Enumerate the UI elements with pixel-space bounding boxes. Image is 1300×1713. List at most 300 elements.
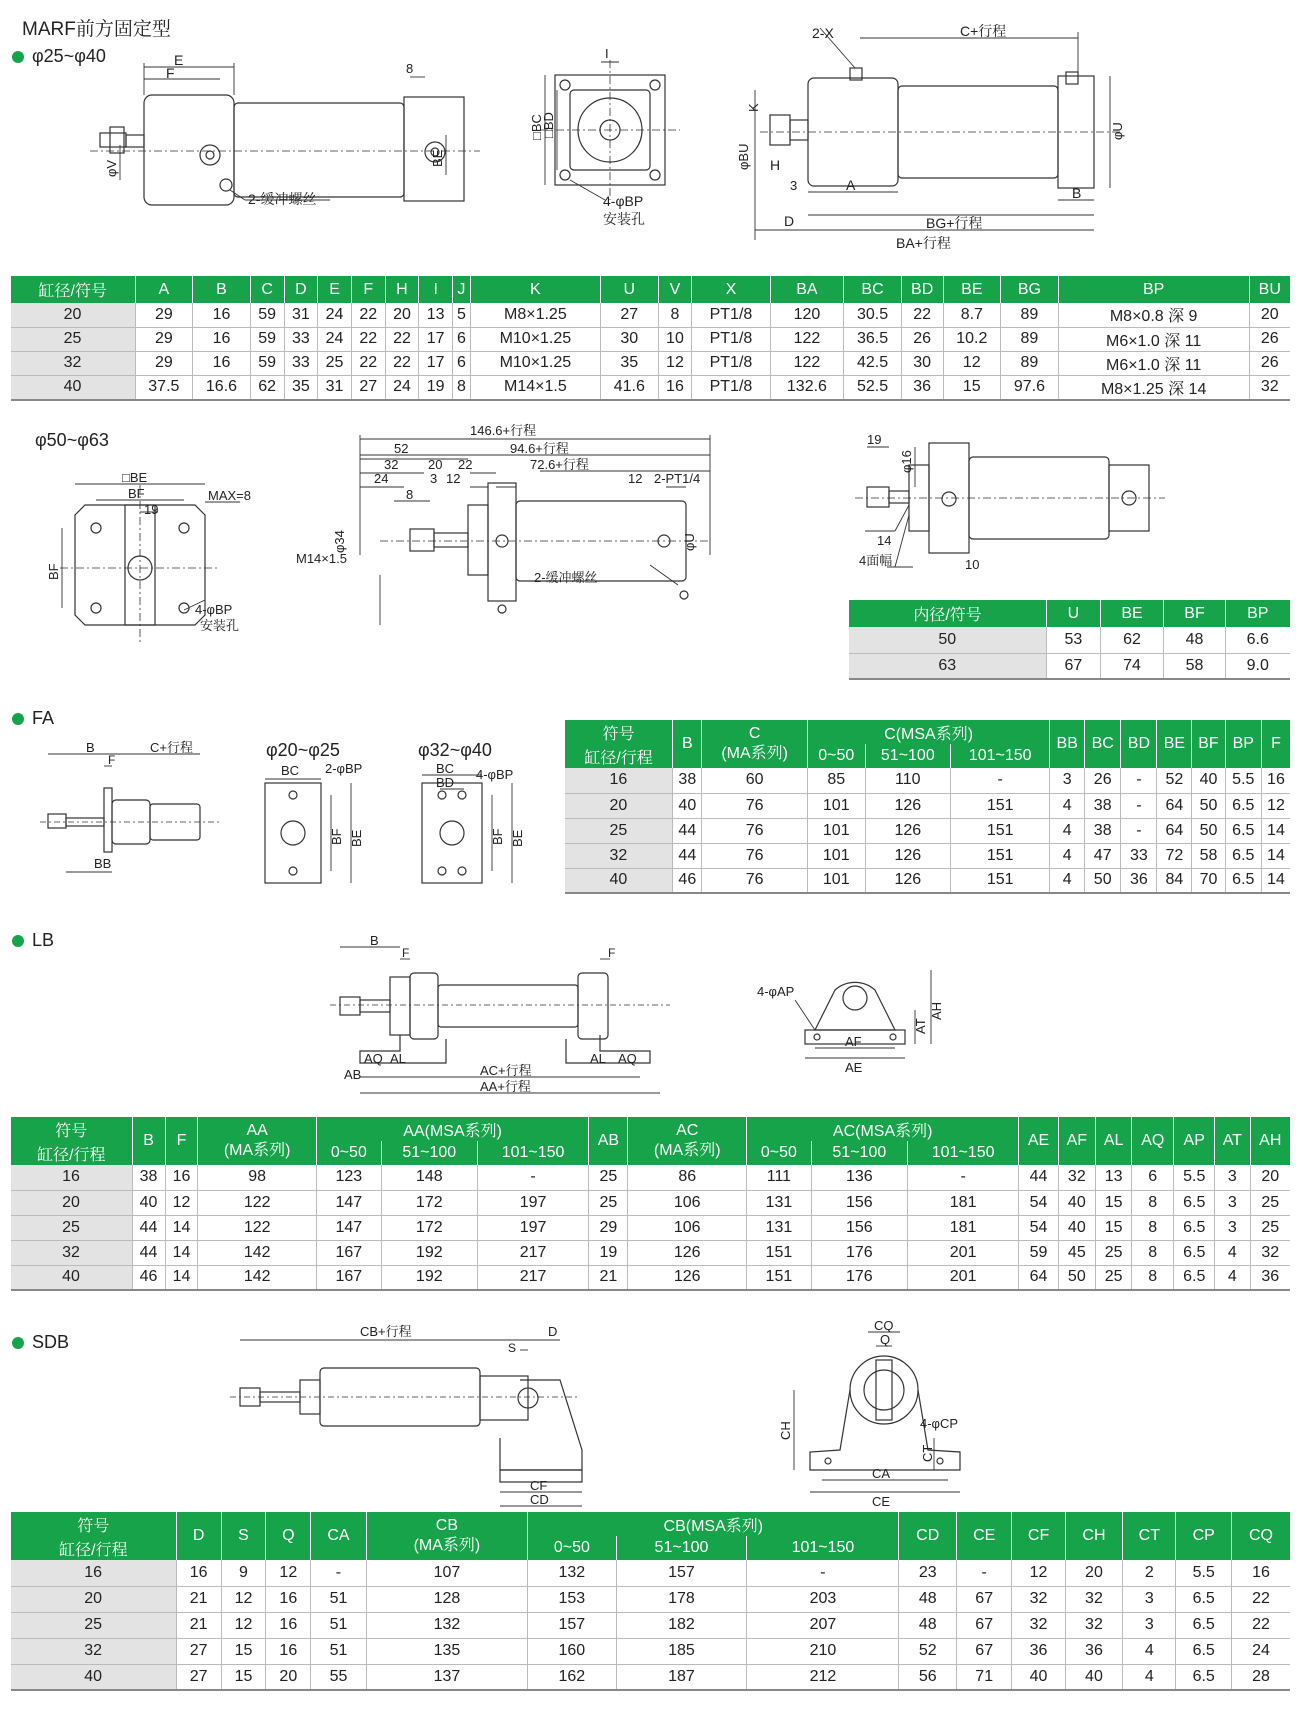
table-cell: 181 xyxy=(907,1190,1019,1215)
table-cell: 126 xyxy=(865,868,950,893)
table-cell: 185 xyxy=(616,1638,747,1664)
svg-text:□BE: □BE xyxy=(122,470,148,485)
table-cell: 22 xyxy=(901,303,943,327)
svg-text:19: 19 xyxy=(867,432,882,447)
table-header-cell: BD xyxy=(1121,720,1157,768)
table-cell: M10×1.25 xyxy=(470,327,600,351)
table-cell: 6 xyxy=(453,351,471,375)
svg-text:8: 8 xyxy=(406,487,414,502)
max8-label: MAX=8 xyxy=(208,488,251,503)
table-row xyxy=(11,1240,1291,1265)
table-cell: 59 xyxy=(250,327,284,351)
table-header-cell: CH xyxy=(1065,1512,1123,1560)
table-cell: 97.6 xyxy=(1001,375,1059,400)
table-cell: 201 xyxy=(907,1240,1019,1265)
svg-text:22: 22 xyxy=(458,457,473,472)
table-cell: - xyxy=(1121,793,1157,818)
table-row xyxy=(565,868,1291,893)
table-cell: 16 xyxy=(11,1165,133,1190)
table-row xyxy=(11,1638,1291,1664)
table-header-cell: BP xyxy=(1058,276,1249,303)
table-cell: 16 xyxy=(1261,768,1290,793)
svg-text:BF: BF xyxy=(490,828,505,845)
table-cell: 101 xyxy=(807,793,865,818)
table-cell: 126 xyxy=(628,1240,746,1265)
table-cell: 12 xyxy=(266,1560,311,1586)
table-cell: 6.5 xyxy=(1225,818,1261,843)
bullet-icon xyxy=(12,713,24,725)
table-cell: 52 xyxy=(1157,768,1192,793)
section-label: LB xyxy=(32,930,55,950)
table-cell: 44 xyxy=(1019,1165,1058,1190)
svg-text:φU: φU xyxy=(1110,122,1125,140)
table-cell: 15 xyxy=(221,1638,266,1664)
table-cell: 67 xyxy=(956,1612,1011,1638)
table-cell: 207 xyxy=(747,1612,899,1638)
table-cell: 40 xyxy=(1192,768,1225,793)
table-header-cell: Q xyxy=(266,1512,311,1560)
table-cell: 45 xyxy=(1058,1240,1096,1265)
table-header-cell: S xyxy=(221,1512,266,1560)
table-cell: 132 xyxy=(366,1612,527,1638)
table-header-cell: 101~150 xyxy=(907,1141,1019,1165)
table-cell: 151 xyxy=(746,1265,811,1290)
table-cell: 101 xyxy=(807,818,865,843)
table-cell: 32 xyxy=(1250,1240,1290,1265)
svg-text:CH: CH xyxy=(778,1421,793,1440)
table-cell: 62 xyxy=(1100,627,1164,653)
table-cell: - xyxy=(956,1560,1011,1586)
table-header-cell: BE xyxy=(1100,600,1164,627)
svg-text:F: F xyxy=(402,946,410,960)
table-cell: 20 xyxy=(1065,1560,1123,1586)
table-cell: 123 xyxy=(316,1165,381,1190)
table-cell: 20 xyxy=(11,1586,177,1612)
table-cell: 32 xyxy=(1249,375,1290,400)
table-cell: 8 xyxy=(1132,1240,1174,1265)
lb-bracket-diagram xyxy=(755,960,955,1080)
table-cell: 98 xyxy=(198,1165,316,1190)
table-cell: 22 xyxy=(385,327,419,351)
table-cell: 60 xyxy=(702,768,807,793)
table-cell: 14 xyxy=(1261,868,1290,893)
table-cell: 6.5 xyxy=(1174,1190,1215,1215)
table-header-cell: E xyxy=(318,276,352,303)
table-header-cell: F xyxy=(165,1117,198,1165)
table-cell: 15 xyxy=(943,375,1001,400)
table-cell: 4 xyxy=(1123,1638,1176,1664)
svg-text:AB: AB xyxy=(344,1067,362,1082)
table-cell: - xyxy=(1121,818,1157,843)
table-cell: 86 xyxy=(628,1165,746,1190)
table-cell: 136 xyxy=(811,1165,907,1190)
table-cell: 151 xyxy=(951,843,1050,868)
table-cell: 53 xyxy=(1047,627,1101,653)
svg-text:F: F xyxy=(108,753,116,767)
table-header-cell: AC (MA系列) xyxy=(628,1117,746,1165)
table-cell: 16 xyxy=(11,1560,177,1586)
svg-text:AE: AE xyxy=(845,1060,863,1075)
table-cell: 72 xyxy=(1157,843,1192,868)
table-cell: 25 xyxy=(565,818,673,843)
lb-side-diagram xyxy=(330,925,680,1095)
table-cell: 6.5 xyxy=(1174,1265,1215,1290)
table-cell: 8 xyxy=(453,375,471,400)
section-label: FA xyxy=(32,708,55,728)
table-header-cell: 符号 xyxy=(11,1512,177,1536)
table-header-cell: U xyxy=(600,276,658,303)
table-cell: 23 xyxy=(899,1560,957,1586)
svg-text:3: 3 xyxy=(430,471,438,486)
table-header-cell: 缸径/行程 xyxy=(11,1141,133,1165)
table-cell: 101 xyxy=(807,868,865,893)
table-cell: 58 xyxy=(1192,843,1225,868)
marf-large-side-diagram xyxy=(296,423,740,645)
table-cell: 126 xyxy=(865,793,950,818)
svg-text:S: S xyxy=(508,1341,517,1355)
phi34-label: φ34 xyxy=(332,530,347,553)
table-cell: 52 xyxy=(899,1638,957,1664)
table-cell: 25 xyxy=(1250,1190,1290,1215)
table-header-cell: CD xyxy=(899,1512,957,1560)
table-cell: 50 xyxy=(1192,793,1225,818)
table-cell: - xyxy=(747,1560,899,1586)
table-cell: 137 xyxy=(366,1664,527,1690)
table-cell: 55 xyxy=(311,1664,366,1690)
table-header-cell: AQ xyxy=(1132,1117,1174,1165)
table-cell: 19 xyxy=(419,375,453,400)
table-header-cell: BP xyxy=(1225,720,1261,768)
table-cell: 27 xyxy=(176,1664,221,1690)
table-cell: 35 xyxy=(600,351,658,375)
table-header-cell: AB xyxy=(589,1117,628,1165)
cb-stroke-label: CB+行程 xyxy=(360,1324,412,1339)
table-cell: 29 xyxy=(135,327,193,351)
table-cell: 50 xyxy=(1058,1265,1096,1290)
svg-text:3: 3 xyxy=(790,178,798,193)
cp4-label: 4-φCP xyxy=(920,1416,959,1431)
table-cell: 172 xyxy=(381,1190,477,1215)
table-cell: - xyxy=(907,1165,1019,1190)
table-cell: 14 xyxy=(1261,843,1290,868)
table-header-cell: BA xyxy=(770,276,844,303)
table-cell: 32 xyxy=(1012,1586,1065,1612)
table-header-cell: CA xyxy=(311,1512,366,1560)
table-cell: 36 xyxy=(1250,1265,1290,1290)
svg-text:14: 14 xyxy=(877,533,892,548)
table-cell: 10.2 xyxy=(943,327,1001,351)
table-cell: 22 xyxy=(385,351,419,375)
table-cell: 156 xyxy=(811,1215,907,1240)
table-cell: 48 xyxy=(1164,627,1225,653)
table-cell: 48 xyxy=(899,1586,957,1612)
table-header-cell: BU xyxy=(1249,276,1290,303)
table-cell: 128 xyxy=(366,1586,527,1612)
table-cell: 5.5 xyxy=(1225,768,1261,793)
table-cell: 6.5 xyxy=(1225,843,1261,868)
svg-text:E: E xyxy=(174,52,184,68)
table-cell: 59 xyxy=(1019,1240,1058,1265)
table-cell: 41.6 xyxy=(600,375,658,400)
stroke94-label: 94.6+行程 xyxy=(510,441,569,456)
svg-text:AL: AL xyxy=(590,1051,606,1066)
table-cell: 44 xyxy=(673,843,702,868)
marf-spec-table xyxy=(10,276,1290,401)
table-header-cell: 51~100 xyxy=(811,1141,907,1165)
table-cell: 67 xyxy=(1047,653,1101,679)
table-cell: 37.5 xyxy=(135,375,193,400)
bullet-icon xyxy=(12,51,24,63)
table-header-cell: CB (MA系列) xyxy=(366,1512,527,1560)
table-cell: 22 xyxy=(1231,1586,1290,1612)
table-cell: 56 xyxy=(899,1664,957,1690)
table-cell: 50 xyxy=(849,627,1047,653)
table-cell: 5.5 xyxy=(1176,1560,1231,1586)
svg-text:Q: Q xyxy=(880,1332,891,1347)
table-cell: 147 xyxy=(316,1215,381,1240)
table-cell: 50 xyxy=(1192,818,1225,843)
svg-text:AQ: AQ xyxy=(364,1051,383,1066)
table-cell: 122 xyxy=(770,327,844,351)
table-cell: 51 xyxy=(311,1612,366,1638)
pt14-label: 2-PT1/4 xyxy=(654,471,701,486)
table-cell: 6 xyxy=(453,327,471,351)
table-header-cell: 101~150 xyxy=(951,744,1050,768)
table-cell: 8 xyxy=(1132,1215,1174,1240)
table-cell: 12 xyxy=(658,351,692,375)
table-cell: 162 xyxy=(528,1664,616,1690)
table-header-cell: CT xyxy=(1123,1512,1176,1560)
svg-text:BE: BE xyxy=(510,829,525,847)
table-cell: 40 xyxy=(11,1265,133,1290)
table-cell: 120 xyxy=(770,303,844,327)
table-cell: - xyxy=(311,1560,366,1586)
table-cell: 8 xyxy=(1132,1265,1174,1290)
table-header-cell: 0~50 xyxy=(746,1141,811,1165)
table-header-cell: BF xyxy=(1192,720,1225,768)
marf-side-diagram xyxy=(80,52,500,230)
table-cell: 63 xyxy=(849,653,1047,679)
table-cell: 9.0 xyxy=(1225,653,1290,679)
table-cell: 38 xyxy=(1085,818,1121,843)
fa-large-flange-diagram xyxy=(412,761,552,895)
table-header-cell: C(MSA系列) xyxy=(807,720,1049,744)
svg-text:CD: CD xyxy=(530,1492,549,1507)
table-cell: 89 xyxy=(1001,351,1059,375)
table-header-cell: J xyxy=(453,276,471,303)
table-header-cell: AP xyxy=(1174,1117,1215,1165)
table-cell: 36 xyxy=(1121,868,1157,893)
table-cell: 8 xyxy=(658,303,692,327)
table-cell: 64 xyxy=(1157,793,1192,818)
table-cell: 4 xyxy=(1050,843,1085,868)
table-header-cell: C xyxy=(250,276,284,303)
table-cell: 132 xyxy=(528,1560,616,1586)
table-header-cell: 101~150 xyxy=(747,1536,899,1560)
table-cell: M8×1.25 xyxy=(470,303,600,327)
table-cell: 203 xyxy=(747,1586,899,1612)
svg-text:F: F xyxy=(166,65,175,81)
table-cell: 12 xyxy=(943,351,1001,375)
table-cell: - xyxy=(951,768,1050,793)
table-cell: 110 xyxy=(865,768,950,793)
table-cell: 197 xyxy=(477,1215,589,1240)
table-header-cell: CB(MSA系列) xyxy=(528,1512,899,1536)
table-header-cell: H xyxy=(385,276,419,303)
table-cell: 40 xyxy=(11,1664,177,1690)
table-header-cell: 0~50 xyxy=(316,1141,381,1165)
table-cell: 76 xyxy=(702,868,807,893)
table-cell: 59 xyxy=(250,303,284,327)
table-cell: 192 xyxy=(381,1265,477,1290)
table-cell: 22 xyxy=(351,351,385,375)
table-cell: 38 xyxy=(673,768,702,793)
table-cell: 131 xyxy=(746,1190,811,1215)
table-cell: 67 xyxy=(956,1586,1011,1612)
table-cell: 13 xyxy=(419,303,453,327)
table-cell: 30.5 xyxy=(844,303,902,327)
table-cell: 16 xyxy=(565,768,673,793)
table-cell: 64 xyxy=(1157,818,1192,843)
table-row xyxy=(11,1586,1291,1612)
table-cell: 32 xyxy=(565,843,673,868)
table-row xyxy=(11,1664,1291,1690)
table-header-cell: U xyxy=(1047,600,1101,627)
svg-text:52: 52 xyxy=(394,441,409,456)
table-cell: 40 xyxy=(1058,1190,1096,1215)
table-cell: 5 xyxy=(453,303,471,327)
table-cell: 40 xyxy=(11,375,136,400)
table-row xyxy=(11,1612,1291,1638)
table-cell: 6.5 xyxy=(1176,1638,1231,1664)
svg-text:AQ: AQ xyxy=(618,1051,637,1066)
table-header-cell: V xyxy=(658,276,692,303)
table-cell: 16 xyxy=(165,1165,198,1190)
flat4-label: 4面幅 xyxy=(859,553,893,568)
svg-text:19: 19 xyxy=(144,502,159,517)
table-cell: 20 xyxy=(1250,1165,1290,1190)
table-cell: 33 xyxy=(284,351,318,375)
table-cell: 20 xyxy=(565,793,673,818)
table-header-cell: C (MA系列) xyxy=(702,720,807,768)
table-cell: 31 xyxy=(284,303,318,327)
table-cell: 40 xyxy=(1012,1664,1065,1690)
svg-text:B: B xyxy=(370,933,379,948)
svg-text:BF: BF xyxy=(128,486,145,501)
svg-text:32: 32 xyxy=(384,457,399,472)
table-cell: 182 xyxy=(616,1612,747,1638)
table-header-cell: K xyxy=(470,276,600,303)
table-row xyxy=(849,653,1291,679)
table-cell: 32 xyxy=(11,351,136,375)
table-cell: 4 xyxy=(1050,868,1085,893)
table-cell: 59 xyxy=(250,351,284,375)
table-header-cell: BG xyxy=(1001,276,1059,303)
table-header-cell: X xyxy=(692,276,770,303)
table-row xyxy=(11,1190,1291,1215)
table-row xyxy=(565,818,1291,843)
table-cell: 151 xyxy=(951,818,1050,843)
table-cell: 32 xyxy=(11,1638,177,1664)
table-header-cell: BF xyxy=(1164,600,1225,627)
table-cell: 16 xyxy=(266,1586,311,1612)
svg-text:12: 12 xyxy=(628,471,643,486)
svg-text:K: K xyxy=(746,103,761,112)
table-cell: M8×0.8 深 9 xyxy=(1058,303,1249,327)
table-cell: 167 xyxy=(316,1265,381,1290)
table-cell: 16 xyxy=(176,1560,221,1586)
table-cell: 151 xyxy=(951,793,1050,818)
table-cell: 54 xyxy=(1019,1215,1058,1240)
table-cell: 3 xyxy=(1050,768,1085,793)
table-cell: 122 xyxy=(198,1190,316,1215)
table-cell: 9 xyxy=(221,1560,266,1586)
m14-label: M14×1.5 xyxy=(296,551,347,566)
table-cell: 64 xyxy=(1019,1265,1058,1290)
table-cell: 27 xyxy=(176,1638,221,1664)
table-cell: 2 xyxy=(1123,1560,1176,1586)
table-cell: 157 xyxy=(616,1560,747,1586)
table-cell: 15 xyxy=(1096,1215,1132,1240)
svg-text:φ16: φ16 xyxy=(899,450,914,473)
table-cell: - xyxy=(477,1165,589,1190)
table-cell: 24 xyxy=(318,327,352,351)
table-cell: M6×1.0 深 11 xyxy=(1058,327,1249,351)
table-cell: 17 xyxy=(419,351,453,375)
table-row xyxy=(11,1215,1291,1240)
table-cell: 20 xyxy=(266,1664,311,1690)
table-cell: 178 xyxy=(616,1586,747,1612)
table-cell: 89 xyxy=(1001,327,1059,351)
table-cell: 3 xyxy=(1215,1215,1250,1240)
table-cell: 42.5 xyxy=(844,351,902,375)
table-cell: 8.7 xyxy=(943,303,1001,327)
table-cell: 14 xyxy=(165,1240,198,1265)
table-cell: 217 xyxy=(477,1240,589,1265)
table-cell: 160 xyxy=(528,1638,616,1664)
table-cell: - xyxy=(1121,768,1157,793)
table-cell: 70 xyxy=(1192,868,1225,893)
table-cell: 12 xyxy=(165,1190,198,1215)
svg-text:BE: BE xyxy=(349,829,364,847)
table-cell: 12 xyxy=(221,1586,266,1612)
svg-text:BC: BC xyxy=(281,763,300,778)
table-cell: 29 xyxy=(589,1215,628,1240)
svg-text:φV: φV xyxy=(104,159,119,177)
table-cell: 32 xyxy=(11,1240,133,1265)
table-cell: 28 xyxy=(1231,1664,1290,1690)
table-cell: 26 xyxy=(901,327,943,351)
table-cell: 32 xyxy=(1065,1612,1123,1638)
table-cell: 25 xyxy=(589,1190,628,1215)
page-title: MARF前方固定型 xyxy=(22,19,171,40)
table-cell: 22 xyxy=(351,303,385,327)
stroke146-label: 146.6+行程 xyxy=(470,423,537,438)
fa-bp2-label: 2-φBP xyxy=(325,761,363,776)
table-header-cell: CF xyxy=(1012,1512,1065,1560)
table-cell: 32 xyxy=(1058,1165,1096,1190)
table-cell: 6 xyxy=(1132,1165,1174,1190)
table-cell: 76 xyxy=(702,818,807,843)
bp-holes-label-2: 4-φBP xyxy=(195,602,233,617)
table-cell: 50 xyxy=(1085,868,1121,893)
table-cell: 31 xyxy=(318,375,352,400)
table-row xyxy=(565,793,1291,818)
table-header-cell: BC xyxy=(1085,720,1121,768)
fa-c-stroke-label: C+行程 xyxy=(150,740,193,755)
table-cell: 21 xyxy=(589,1265,628,1290)
table-header-cell: CE xyxy=(956,1512,1011,1560)
